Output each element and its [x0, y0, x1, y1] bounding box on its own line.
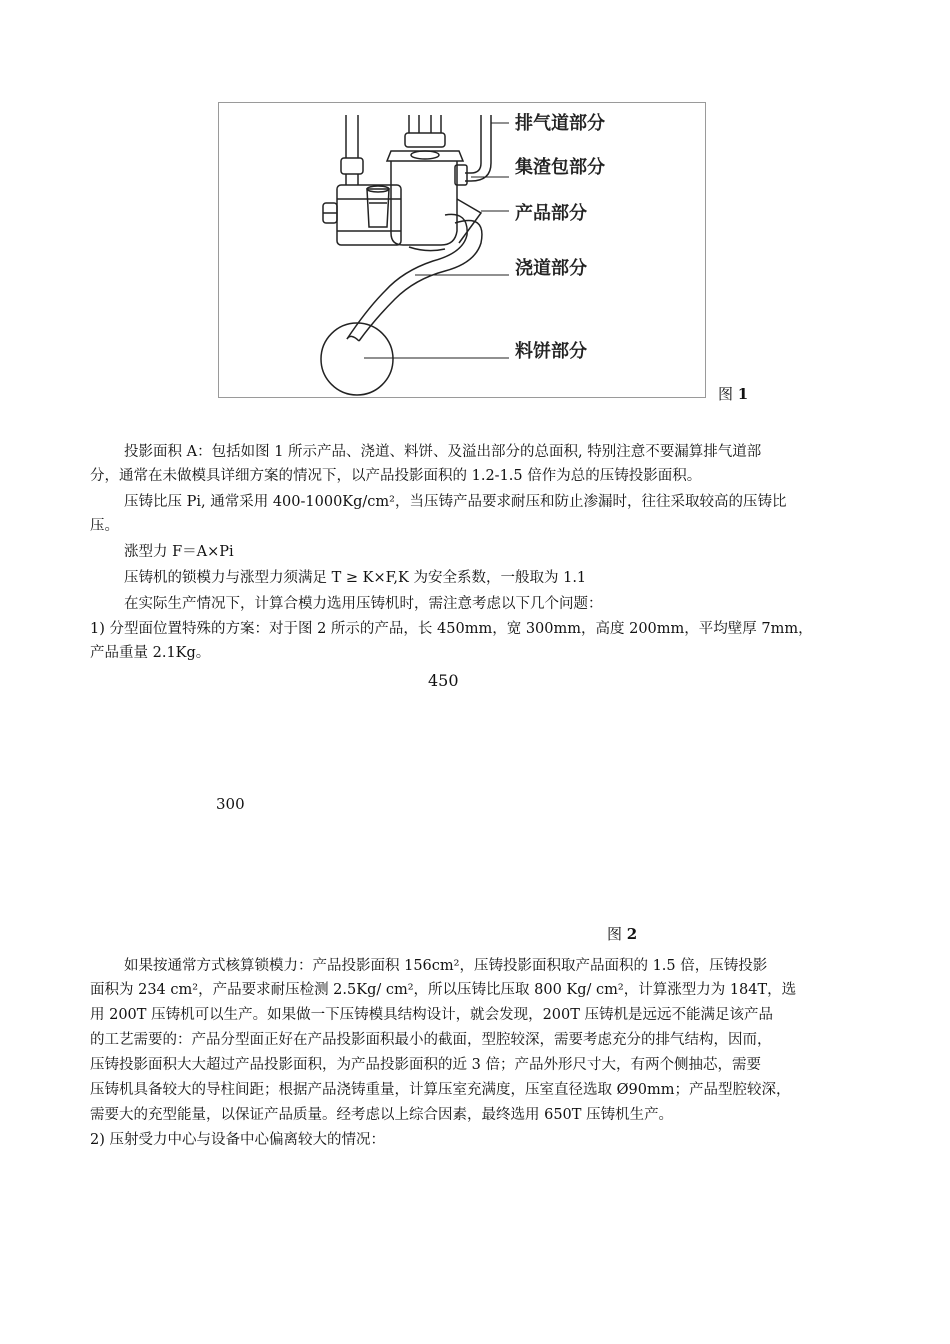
paragraph-line: 如果按通常方式核算锁模力：产品投影面积 156cm²，压铸投影面积取产品面积的 1.5 倍，压铸投影 [124, 958, 768, 974]
paragraph-line: 压铸机具备较大的导柱间距；根据产品浇铸重量，计算压室充满度，压室直径选取 Ø90mm；产品型腔较深， [90, 1082, 791, 1098]
label-product: 产品部分 [515, 203, 587, 224]
paragraph-line: 产品重量 2.1Kg。 [90, 645, 211, 661]
paragraph-line: 压。 [90, 518, 119, 534]
paragraph-line: 涨型力 F＝A×Pi [124, 544, 234, 560]
dimension-width: 300 [216, 795, 245, 813]
paragraph-line: 压铸机的锁模力与涨型力须满足 T ≥ K×F,K 为安全系数，一般取为 1.1 [124, 570, 587, 586]
label-slag-pack: 集渣包部分 [515, 157, 605, 178]
paragraph-line: 分，通常在未做模具详细方案的情况下，以产品投影面积的 1.2-1.5 倍作为总的压铸投影面积。 [90, 468, 702, 484]
label-biscuit: 料饼部分 [515, 341, 587, 362]
label-exhaust-channel: 排气道部分 [515, 113, 605, 134]
paragraph-line: 压铸比压 Pi, 通常采用 400-1000Kg/cm²，当压铸产品要求耐压和防止渗漏时，往往采取较高的压铸比 [124, 494, 787, 510]
paragraph-line: 用 200T 压铸机可以生产。如果做一下压铸模具结构设计，就会发现，200T 压铸机是远远不能满足该产品 [90, 1007, 774, 1023]
figure-1-frame [218, 102, 706, 398]
paragraph-line: 投影面积 A：包括如图 1 所示产品、浇道、料饼、及溢出部分的总面积, 特别注意不要漏算排气道部 [124, 444, 762, 460]
paragraph-line: 面积为 234 cm²，产品要求耐压检测 2.5Kg/ cm²，所以压铸比压取 800 Kg/ cm²，计算涨型力为 184T，选 [90, 982, 797, 998]
paragraph-line: 的工艺需要的：产品分型面正好在产品投影面积最小的截面，型腔较深，需要考虑充分的排气结构，因而， [90, 1032, 772, 1048]
paragraph-line: 在实际生产情况下，计算合模力选用压铸机时，需注意考虑以下几个问题： [124, 596, 603, 612]
paragraph-line: 压铸投影面积大大超过产品投影面积，为产品投影面积的近 3 倍；产品外形尺寸大，有两个侧抽芯，需要 [90, 1057, 761, 1073]
paragraph-line: 2) 压射受力中心与设备中心偏离较大的情况： [90, 1132, 385, 1148]
figure-2-caption: 图 2 [607, 925, 638, 943]
dimension-length: 450 [428, 671, 459, 690]
paragraph-line: 需要大的充型能量，以保证产品质量。经考虑以上综合因素，最终选用 650T 压铸机生产。 [90, 1107, 674, 1123]
die-casting-diagram [219, 103, 705, 397]
paragraph-line: 1) 分型面位置特殊的方案：对于图 2 所示的产品，长 450mm，宽 300mm，高度 200mm，平均壁厚 7mm， [90, 621, 813, 637]
figure-1-caption: 图 1 [718, 385, 749, 403]
label-runner: 浇道部分 [515, 258, 587, 279]
